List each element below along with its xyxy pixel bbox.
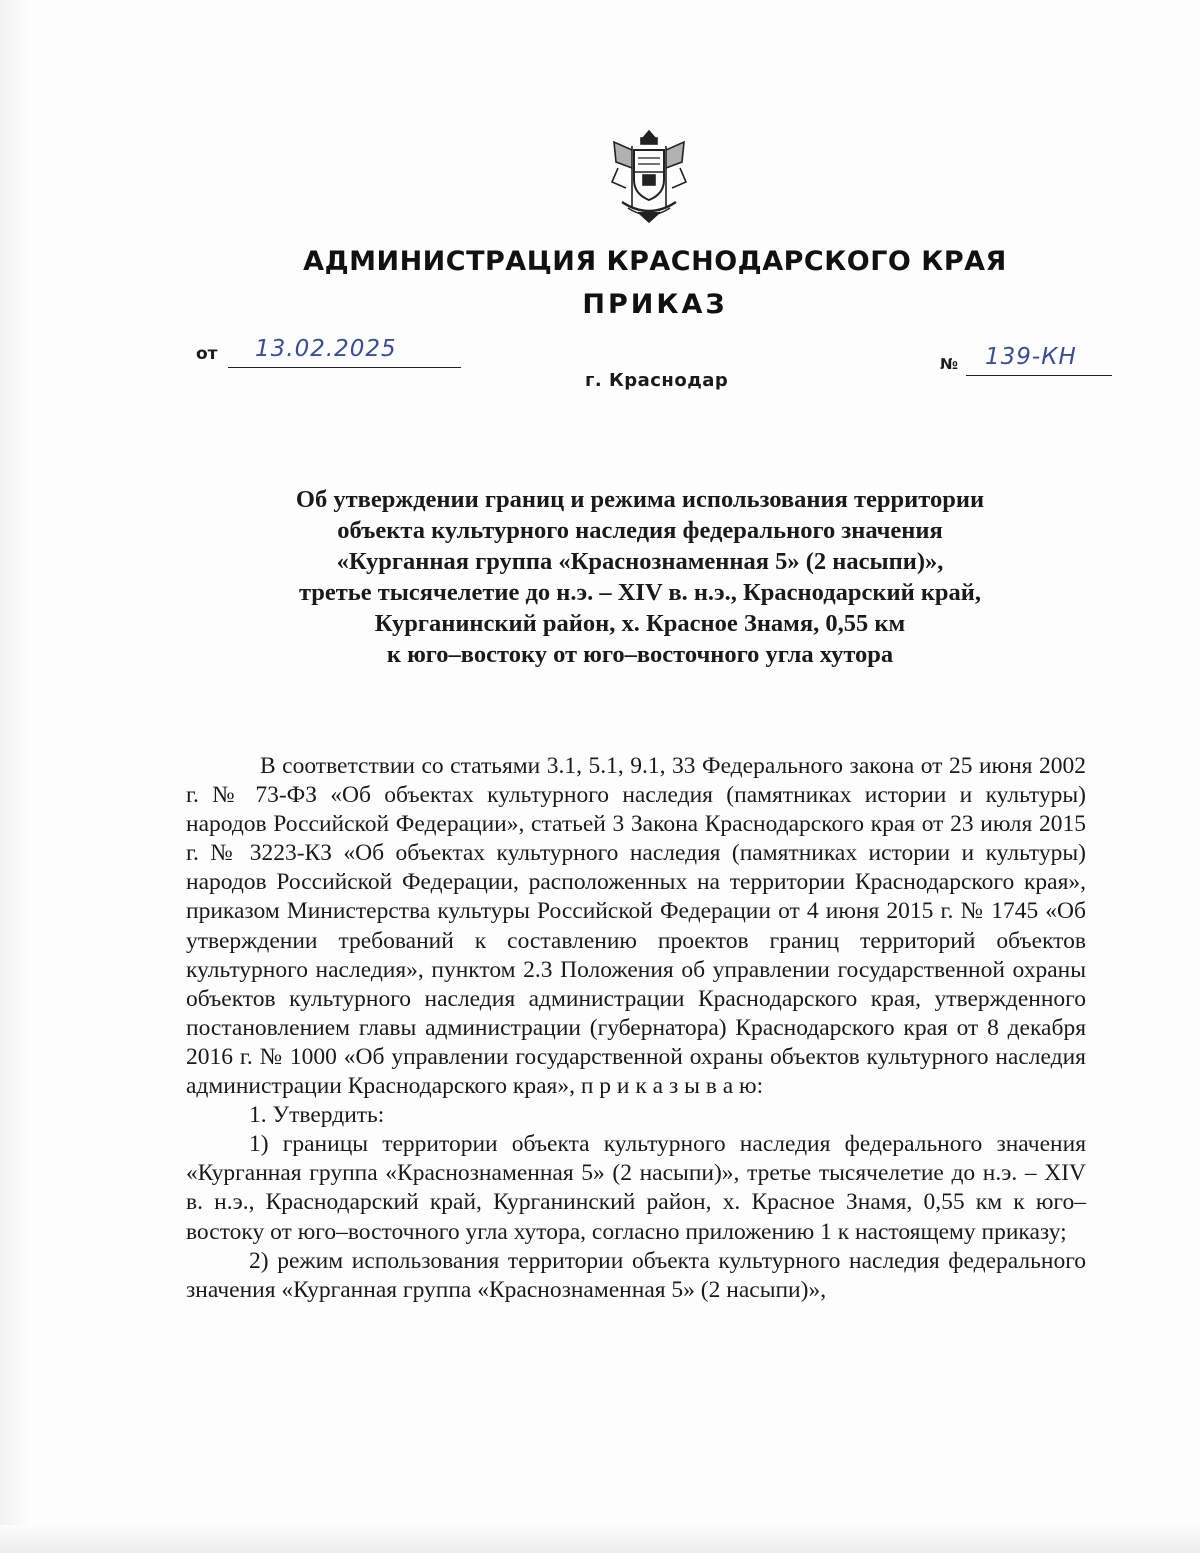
title-line: Об утверждении границ и режима использования территории — [295, 486, 985, 513]
handwritten-date: 13.02.2025 — [255, 336, 397, 362]
date-underline — [228, 367, 461, 368]
subpoint-2: 2) режим использования территории объекта культурного наследия федерального значения «Курганная группа «Краснознаменная 5» (2 насыпи)», — [186, 1247, 1086, 1303]
scan-edge — [0, 0, 30, 1553]
point-1: 1. Утвердить: — [249, 1102, 385, 1129]
title-line: Курганинский район, х. Красное Знамя, 0,55 км — [374, 610, 906, 637]
number-label: № — [940, 355, 959, 373]
preamble-paragraph — [186, 752, 1086, 1101]
order-word: п р и к а з ы в а ю: — [580, 1073, 764, 1100]
title-line: объекта культурного наследия федерального значения — [337, 517, 943, 544]
number-underline — [966, 375, 1112, 376]
title-line: к юго–востоку от юго–восточного угла хутора — [386, 641, 894, 668]
handwritten-number: 139-КН — [985, 344, 1077, 370]
document-title — [195, 484, 1085, 670]
coat-of-arms-icon — [608, 128, 690, 224]
title-line: «Курганная группа «Краснознаменная 5» (2 насыпи)», — [336, 548, 944, 575]
document-type-heading: ПРИКАЗ — [582, 289, 728, 320]
document-body — [186, 752, 1086, 1305]
preamble-text: В соответствии со статьями 3.1, 5.1, 9.1, 33 Федерального закона от 25 июня 2002 г. № 73-ФЗ «Об объектах культурного наследия (памятниках истории и культуры) народов Российской Федерации», статьей 3 Закона Краснодарского края от 23 июля 2015 г. № 3223-КЗ «Об объектах культурного наследия (памятниках истории и культуры) народов Российской Федерации, расположенных на территории Краснодарского края», приказом Министерства культуры Российской Федерации от 4 июня 2015 г. № 1745 «Об утверждении требований к составлению проектов границ территорий объектов культурного наследия», пунктом 2.3 Положения об управлении государственной охраны объектов культурного наследия администрации Краснодарского края, утвержденного постановлением главы администрации (губернатора) Краснодарского края от 8 декабря 2016 г. № 1000 «Об управлении государственной охраны объектов культурного наследия администрации Краснодарского края», — [186, 753, 1086, 1100]
organization-heading: АДМИНИСТРАЦИЯ КРАСНОДАРСКОГО КРАЯ — [303, 246, 1007, 277]
scan-edge — [0, 1525, 1200, 1553]
city-label: г. Краснодар — [585, 370, 729, 391]
title-line: третье тысячелетие до н.э. – XIV в. н.э., Краснодарский край, — [298, 579, 982, 606]
subpoint-1: 1) границы территории объекта культурного наследия федерального значения «Курганная группа «Краснознаменная 5» (2 насыпи)», третье тысячелетие до н.э. – XIV в. н.э., Краснодарский край, Курганинский район, х. Красное Знамя, 0,55 км к юго–востоку от юго–восточного угла хутора, согласно приложению 1 к настоящему приказу; — [186, 1131, 1086, 1245]
date-label: от — [196, 344, 218, 364]
